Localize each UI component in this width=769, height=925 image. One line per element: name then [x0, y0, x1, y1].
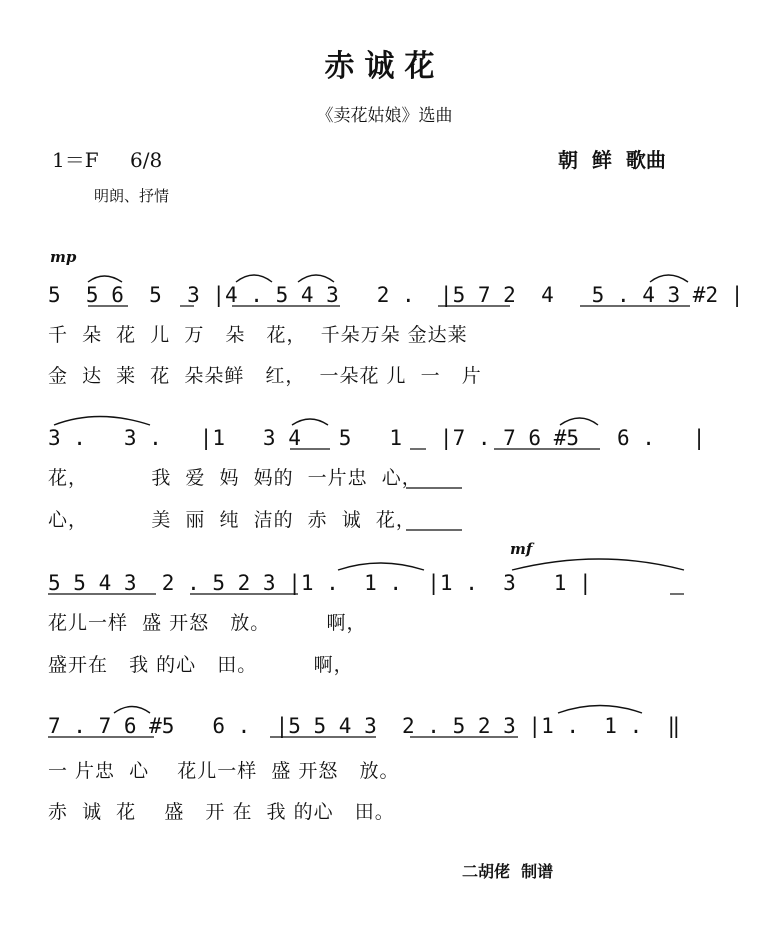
lyrics-line-4-verse-1: 一 片忠 心 花儿一样 盛 开怒 放。: [48, 760, 400, 782]
tempo-marking: 明朗、抒情: [94, 187, 170, 205]
slur-mark: [114, 707, 150, 714]
notes-line-1: 5 5 6 5 3 |4 . 5 4 3 2 . |5 7 2 4 5 . 4 3 #2 |: [48, 283, 744, 307]
slur-mark: [298, 275, 334, 282]
lyrics-line-1-verse-2: 金 达 莱 花 朵朵鲜 红， 一朵花 儿 一 片: [48, 365, 482, 387]
subtitle: 《卖花姑娘》选曲: [316, 106, 453, 126]
slur-mark: [650, 275, 688, 282]
transcriber-credit: 二胡佬 制谱: [462, 862, 554, 881]
slur-mark: [54, 417, 150, 426]
tie-mark: [512, 559, 684, 570]
notes-line-3: 5 5 4 3 2 . 5 2 3 |1 . 1 . |1 . 3 1 |: [48, 571, 592, 595]
key-signature: 1＝F: [52, 148, 99, 172]
notes-line-2: 3 . 3 . |1 3 4 5 1 |7 . 7 6 #5 6 . |: [48, 426, 706, 450]
lyrics-line-4-verse-2: 赤 诚 花 盛 开 在 我 的心 田。: [48, 801, 395, 823]
tie-mark: [558, 706, 642, 714]
composer: 朝 鲜 歌曲: [558, 148, 666, 172]
lyrics-line-1-verse-1: 千 朵 花 儿 万 朵 花， 千朵万朵 金达莱: [48, 324, 468, 346]
lyrics-line-3-verse-1: 花儿一样 盛 开怒 放。 啊，: [48, 612, 367, 634]
notes-line-4: 7 . 7 6 #5 6 . |5 5 4 3 2 . 5 2 3 |1 . 1 . ‖: [48, 714, 681, 738]
slur-mark: [236, 275, 272, 282]
tie-mark: [338, 563, 424, 570]
dynamic-mp: mp: [50, 248, 77, 266]
slur-mark: [88, 276, 122, 282]
dynamic-mf: mf: [510, 540, 533, 558]
lyrics-line-2-verse-2: 心， 美 丽 纯 洁的 赤 诚 花，: [48, 509, 416, 531]
time-signature: 6/8: [130, 148, 163, 172]
page-title: 赤诚花: [324, 49, 445, 84]
lyrics-line-3-verse-2: 盛开在 我 的心 田。 啊，: [48, 654, 354, 676]
slur-mark: [560, 418, 598, 425]
lyrics-line-2-verse-1: 花， 我 爱 妈 妈的 一片忠 心，: [48, 467, 422, 489]
slur-mark: [292, 419, 328, 425]
